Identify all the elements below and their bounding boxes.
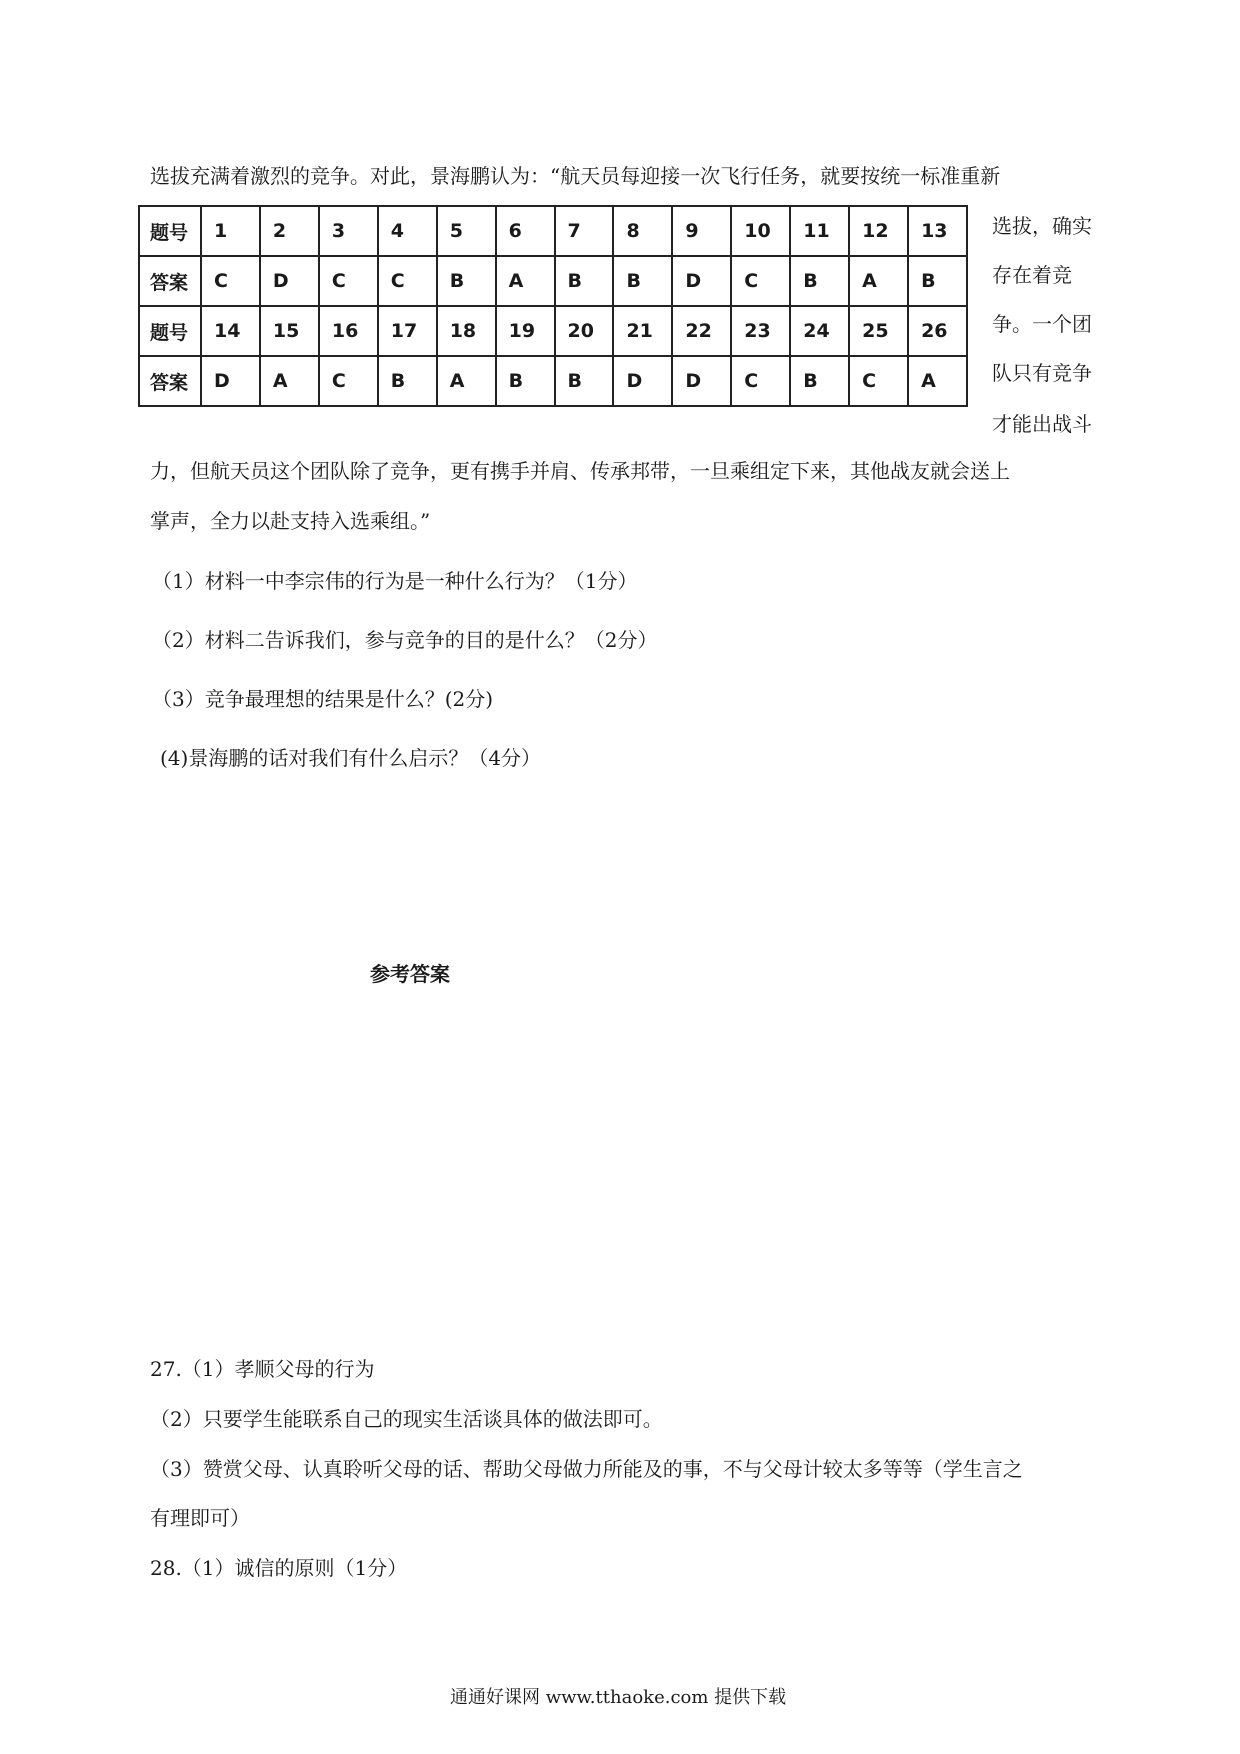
table-cell: 12	[849, 206, 908, 256]
table-cell: D	[260, 256, 319, 306]
continue-line: 掌声，全力以赴支持入选乘组。”	[150, 509, 431, 533]
table-cell: 6	[496, 206, 555, 256]
table-cell: C	[378, 256, 437, 306]
table-row	[139, 206, 967, 256]
table-cell: 3	[319, 206, 378, 256]
answer-line: 有理即可）	[150, 1506, 250, 1530]
table-cell: 20	[555, 306, 614, 356]
table-cell: 26	[908, 306, 967, 356]
continue-line: 力，但航天员这个团队除了竞争，更有携手并肩、传承邦带，一旦乘组定下来，其他战友就会送上	[150, 459, 1010, 483]
table-cell: 19	[496, 306, 555, 356]
table-cell: C	[731, 256, 790, 306]
table-cell: C	[319, 356, 378, 406]
table-cell: 10	[731, 206, 790, 256]
question-item: (4)景海鹏的话对我们有什么启示？（4分）	[160, 746, 542, 770]
answer-line: 28.（1）诚信的原则（1分）	[150, 1556, 408, 1580]
table-cell: 7	[555, 206, 614, 256]
row-header-cell: 答案	[139, 256, 201, 306]
table-cell: B	[613, 256, 672, 306]
table-cell: 24	[790, 306, 849, 356]
table-row	[139, 356, 967, 406]
table-row	[139, 256, 967, 306]
table-cell: B	[437, 256, 496, 306]
row-header-cell: 题号	[139, 206, 201, 256]
table-cell: 18	[437, 306, 496, 356]
question-item: （2）材料二告诉我们，参与竞争的目的是什么？（2分）	[152, 628, 658, 652]
table-cell: D	[613, 356, 672, 406]
answer-line: （2）只要学生能联系自己的现实生活谈具体的做法即可。	[150, 1407, 663, 1431]
table-cell: 16	[319, 306, 378, 356]
table-cell: D	[672, 356, 731, 406]
table-cell: 11	[790, 206, 849, 256]
side-line: 争。一个团	[992, 312, 1092, 336]
table-cell: B	[908, 256, 967, 306]
table-cell: B	[790, 356, 849, 406]
footer-text: 通通好课网 www.tthaoke.com 提供下载	[450, 1687, 787, 1708]
table-cell: B	[496, 356, 555, 406]
side-line: 选拔，确实	[992, 214, 1092, 238]
table-cell: B	[555, 256, 614, 306]
table-cell: 2	[260, 206, 319, 256]
table-cell: C	[849, 356, 908, 406]
table-cell: 8	[613, 206, 672, 256]
table-cell: B	[790, 256, 849, 306]
question-item: （1）材料一中李宗伟的行为是一种什么行为？（1分）	[152, 569, 638, 593]
table-cell: C	[201, 256, 260, 306]
table-cell: 5	[437, 206, 496, 256]
table-cell: D	[201, 356, 260, 406]
table-cell: 15	[260, 306, 319, 356]
intro-line: 选拔充满着激烈的竞争。对此，景海鹏认为：“航天员每迎接一次飞行任务，就要按统一标准重新	[150, 164, 1001, 188]
table-cell: A	[496, 256, 555, 306]
table-cell: A	[437, 356, 496, 406]
table-cell: 14	[201, 306, 260, 356]
table-cell: 1	[201, 206, 260, 256]
table-cell: 22	[672, 306, 731, 356]
table-cell: 23	[731, 306, 790, 356]
table-cell: 17	[378, 306, 437, 356]
table-cell: 4	[378, 206, 437, 256]
answer-line: （3）赞赏父母、认真聆听父母的话、帮助父母做力所能及的事，不与父母计较太多等等（学生言之	[150, 1457, 1023, 1481]
row-header-cell: 题号	[139, 306, 201, 356]
question-item: （3）竞争最理想的结果是什么？(2分)	[152, 687, 494, 711]
table-cell: 25	[849, 306, 908, 356]
table-row	[139, 306, 967, 356]
table-cell: 21	[613, 306, 672, 356]
table-cell: A	[260, 356, 319, 406]
table-cell: B	[555, 356, 614, 406]
table-cell: 9	[672, 206, 731, 256]
table-cell: B	[378, 356, 437, 406]
side-line: 才能出战斗	[992, 412, 1092, 436]
reference-heading: 参考答案	[370, 962, 450, 986]
side-line: 队只有竞争	[992, 361, 1092, 385]
table-cell: A	[908, 356, 967, 406]
table-cell: C	[319, 256, 378, 306]
table-cell: C	[731, 356, 790, 406]
answer-table	[138, 205, 968, 407]
side-line: 存在着竞	[992, 263, 1072, 287]
row-header-cell: 答案	[139, 356, 201, 406]
table-cell: D	[672, 256, 731, 306]
answer-line: 27.（1）孝顺父母的行为	[150, 1357, 375, 1381]
table-cell: A	[849, 256, 908, 306]
table-cell: 13	[908, 206, 967, 256]
